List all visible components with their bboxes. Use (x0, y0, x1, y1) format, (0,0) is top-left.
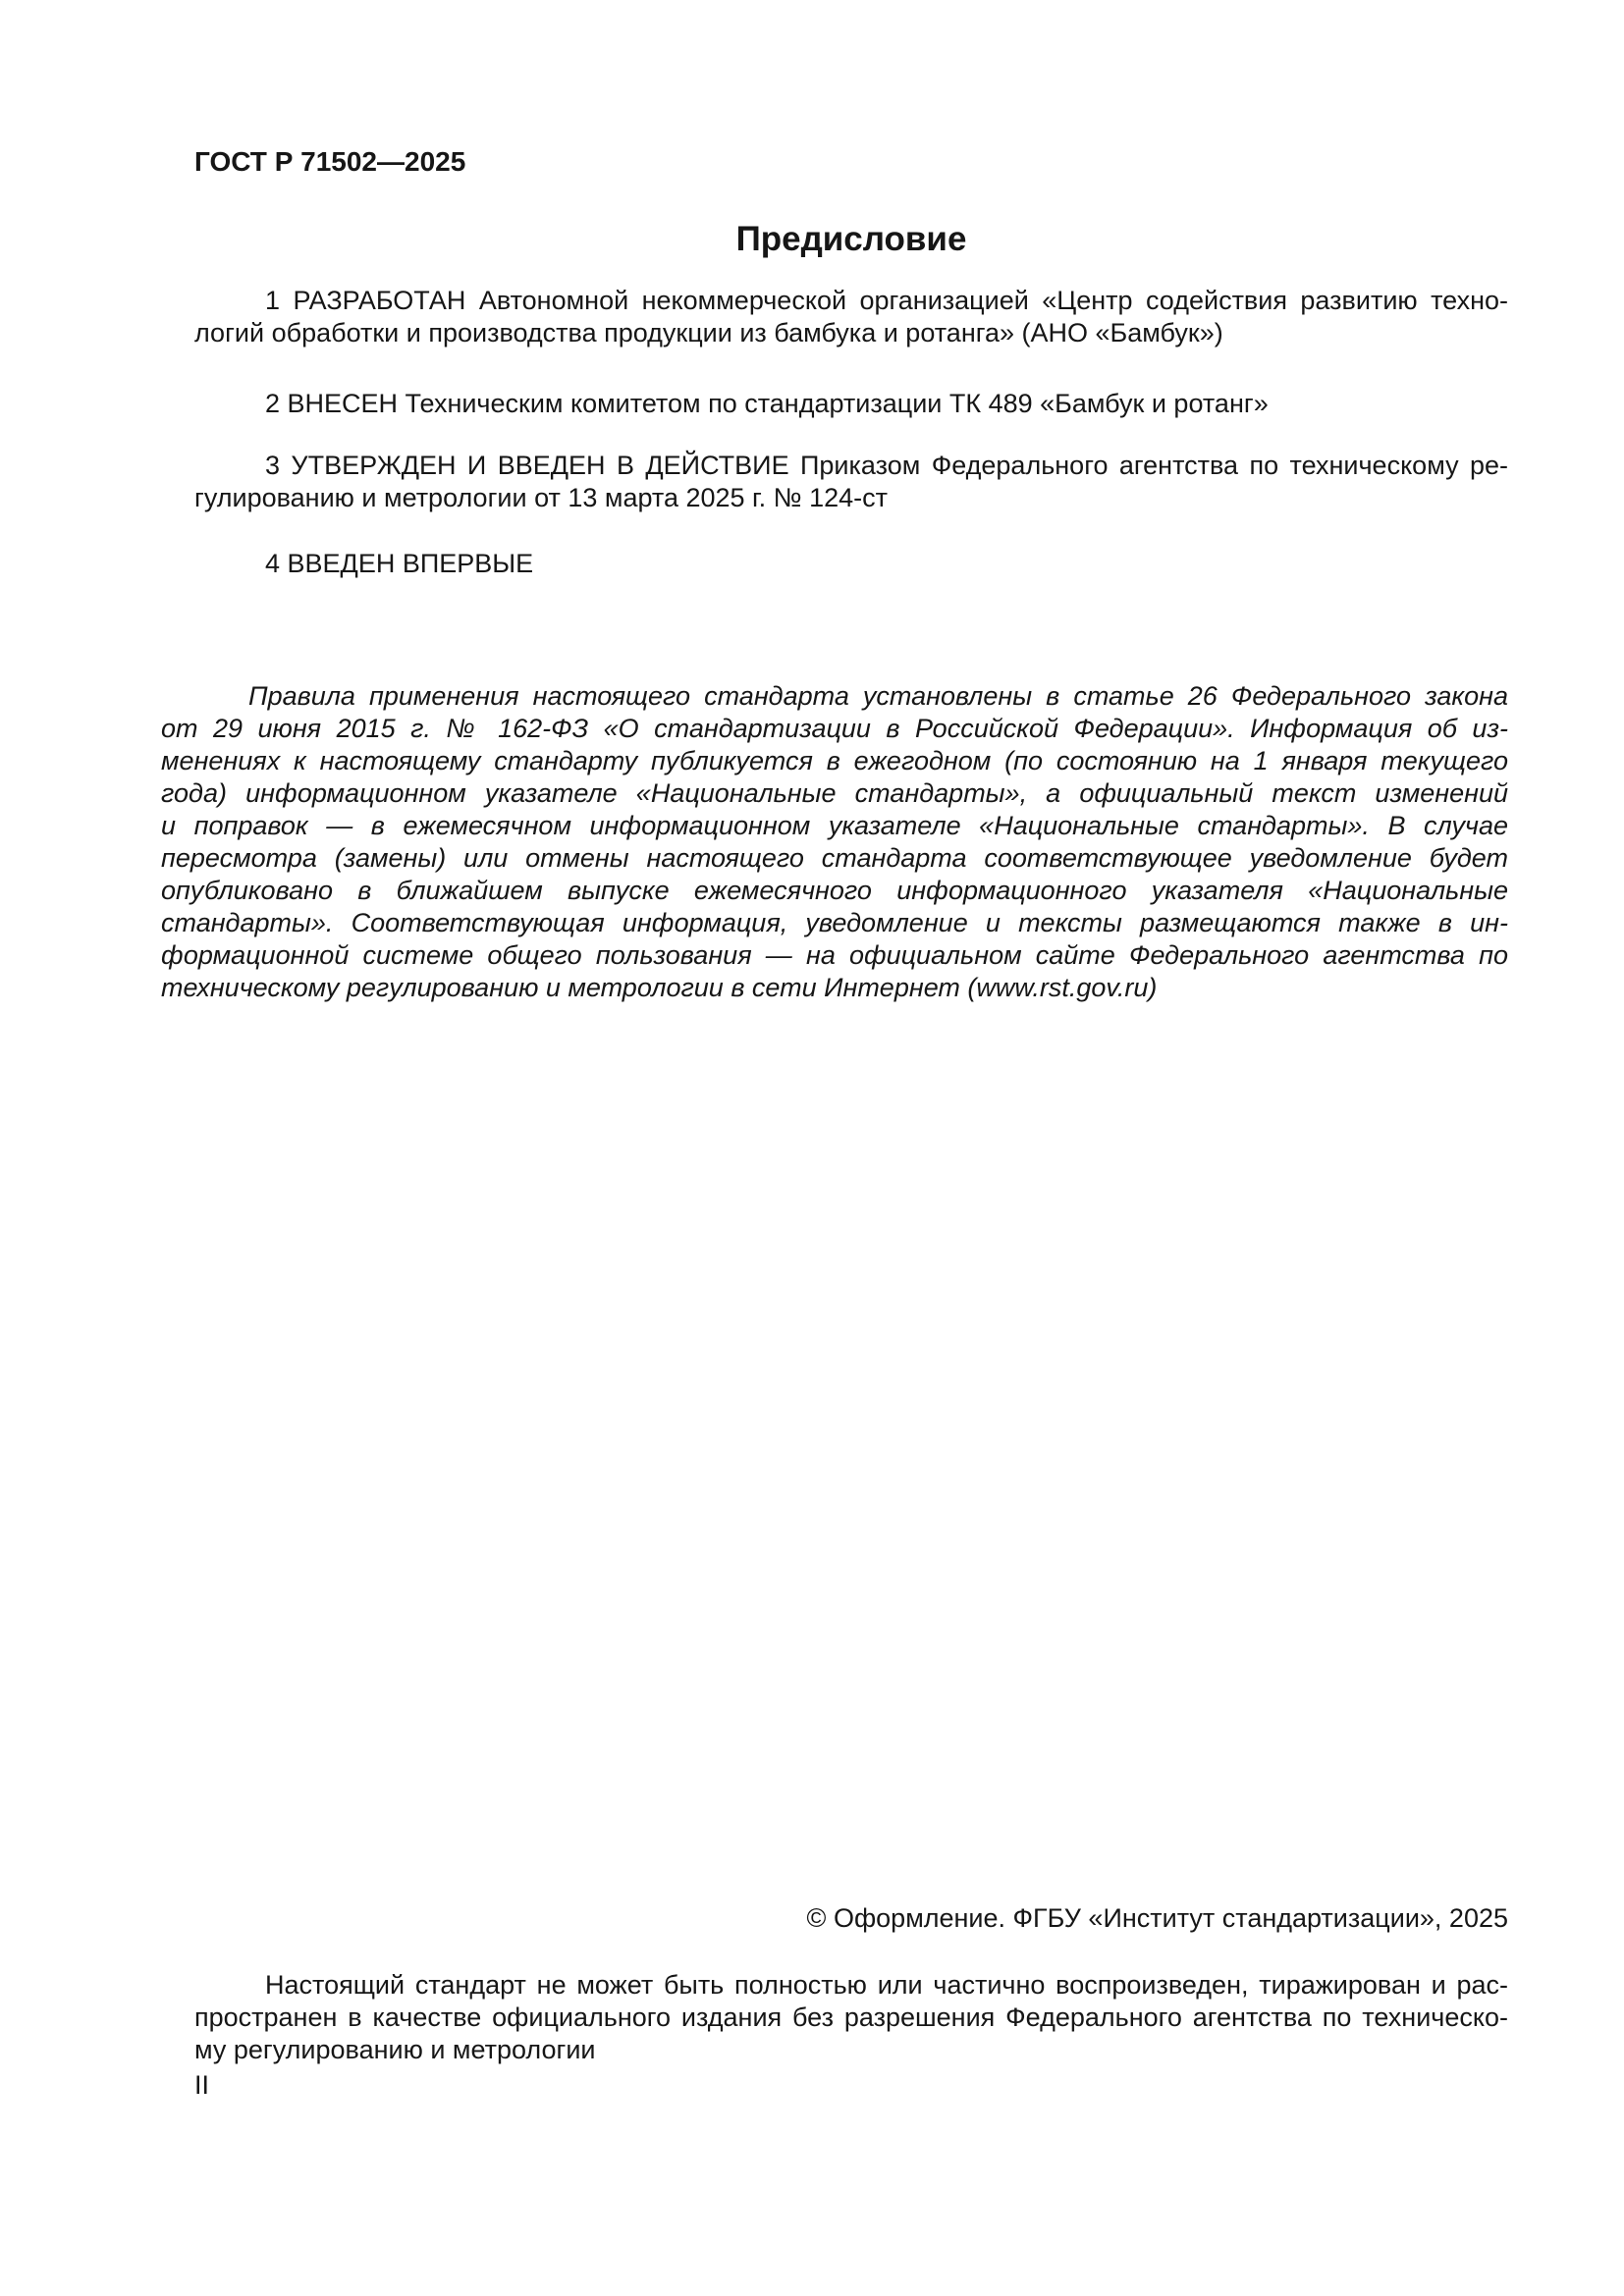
restriction-paragraph (194, 1969, 1508, 2066)
foreword-items (194, 285, 1508, 580)
foreword-item (194, 450, 1508, 514)
restriction-line: му регулированию и метрологии (194, 2035, 596, 2064)
foreword-item (194, 548, 1508, 580)
foreword-line: логий обработки и производства продукции из бамбука и ротанга» (АНО «Бамбук») (194, 318, 1223, 347)
foreword-item (194, 285, 1508, 349)
legal-notice-line: опубликовано в ближайшем выпуске ежемесячного информационного указателя «Национальные (161, 876, 1508, 905)
foreword-line: гулированию и метрологии от 13 марта 2025 г. № 124-ст (194, 483, 888, 512)
legal-notice-line: от 29 июня 2015 г. № 162-ФЗ «О стандартизации в Российской Федерации». Информация об из- (161, 714, 1508, 743)
foreword-item (194, 388, 1508, 420)
legal-notice-line: года) информационном указателе «Национальные стандарты», а официальный текст изменений (161, 778, 1508, 808)
legal-notice-line: пересмотра (замены) или отмены настоящего стандарта соответствующее уведомление будет (161, 843, 1508, 873)
restriction-line: пространен в качестве официального издания без разрешения Федерального агентства по техническо- (194, 2002, 1508, 2032)
copyright-line: © Оформление. ФГБУ «Институт стандартизации», 2025 (806, 1903, 1508, 1933)
restriction-line: Настоящий стандарт не может быть полностью или частично воспроизведен, тиражирован и рас- (265, 1970, 1508, 2000)
doc-number: ГОСТ Р 71502—2025 (194, 146, 466, 177)
legal-notice-line: и поправок — в ежемесячном информационном указателе «Национальные стандарты». В случае (161, 811, 1508, 840)
page-title: Предисловие (735, 220, 967, 258)
foreword-line: 2 ВНЕСЕН Техническим комитетом по стандартизации ТК 489 «Бамбук и ротанг» (265, 389, 1269, 418)
legal-notice (161, 680, 1508, 1004)
legal-notice-line: стандарты». Соответствующая информация, уведомление и тексты размещаются также в ин- (161, 908, 1508, 937)
page-number: II (194, 2070, 210, 2100)
foreword-line: 4 ВВЕДЕН ВПЕРВЫЕ (265, 549, 534, 578)
legal-notice-line: техническому регулированию и метрологии в сети Интернет (www.rst.gov.ru) (161, 973, 1158, 1002)
legal-notice-line: формационной системе общего пользования — на официальном сайте Федерального агентства по (161, 940, 1508, 970)
foreword-line: 1 РАЗРАБОТАН Автономной некоммерческой организацией «Центр содействия развитию техно- (265, 286, 1508, 315)
foreword-line: 3 УТВЕРЖДЕН И ВВЕДЕН В ДЕЙСТВИЕ Приказом Федерального агентства по техническому ре- (265, 451, 1508, 480)
legal-notice-line: Правила применения настоящего стандарта установлены в статье 26 Федерального закона (248, 681, 1508, 711)
legal-notice-line: менениях к настоящему стандарту публикуется в ежегодном (по состоянию на 1 января текущего (161, 746, 1508, 775)
